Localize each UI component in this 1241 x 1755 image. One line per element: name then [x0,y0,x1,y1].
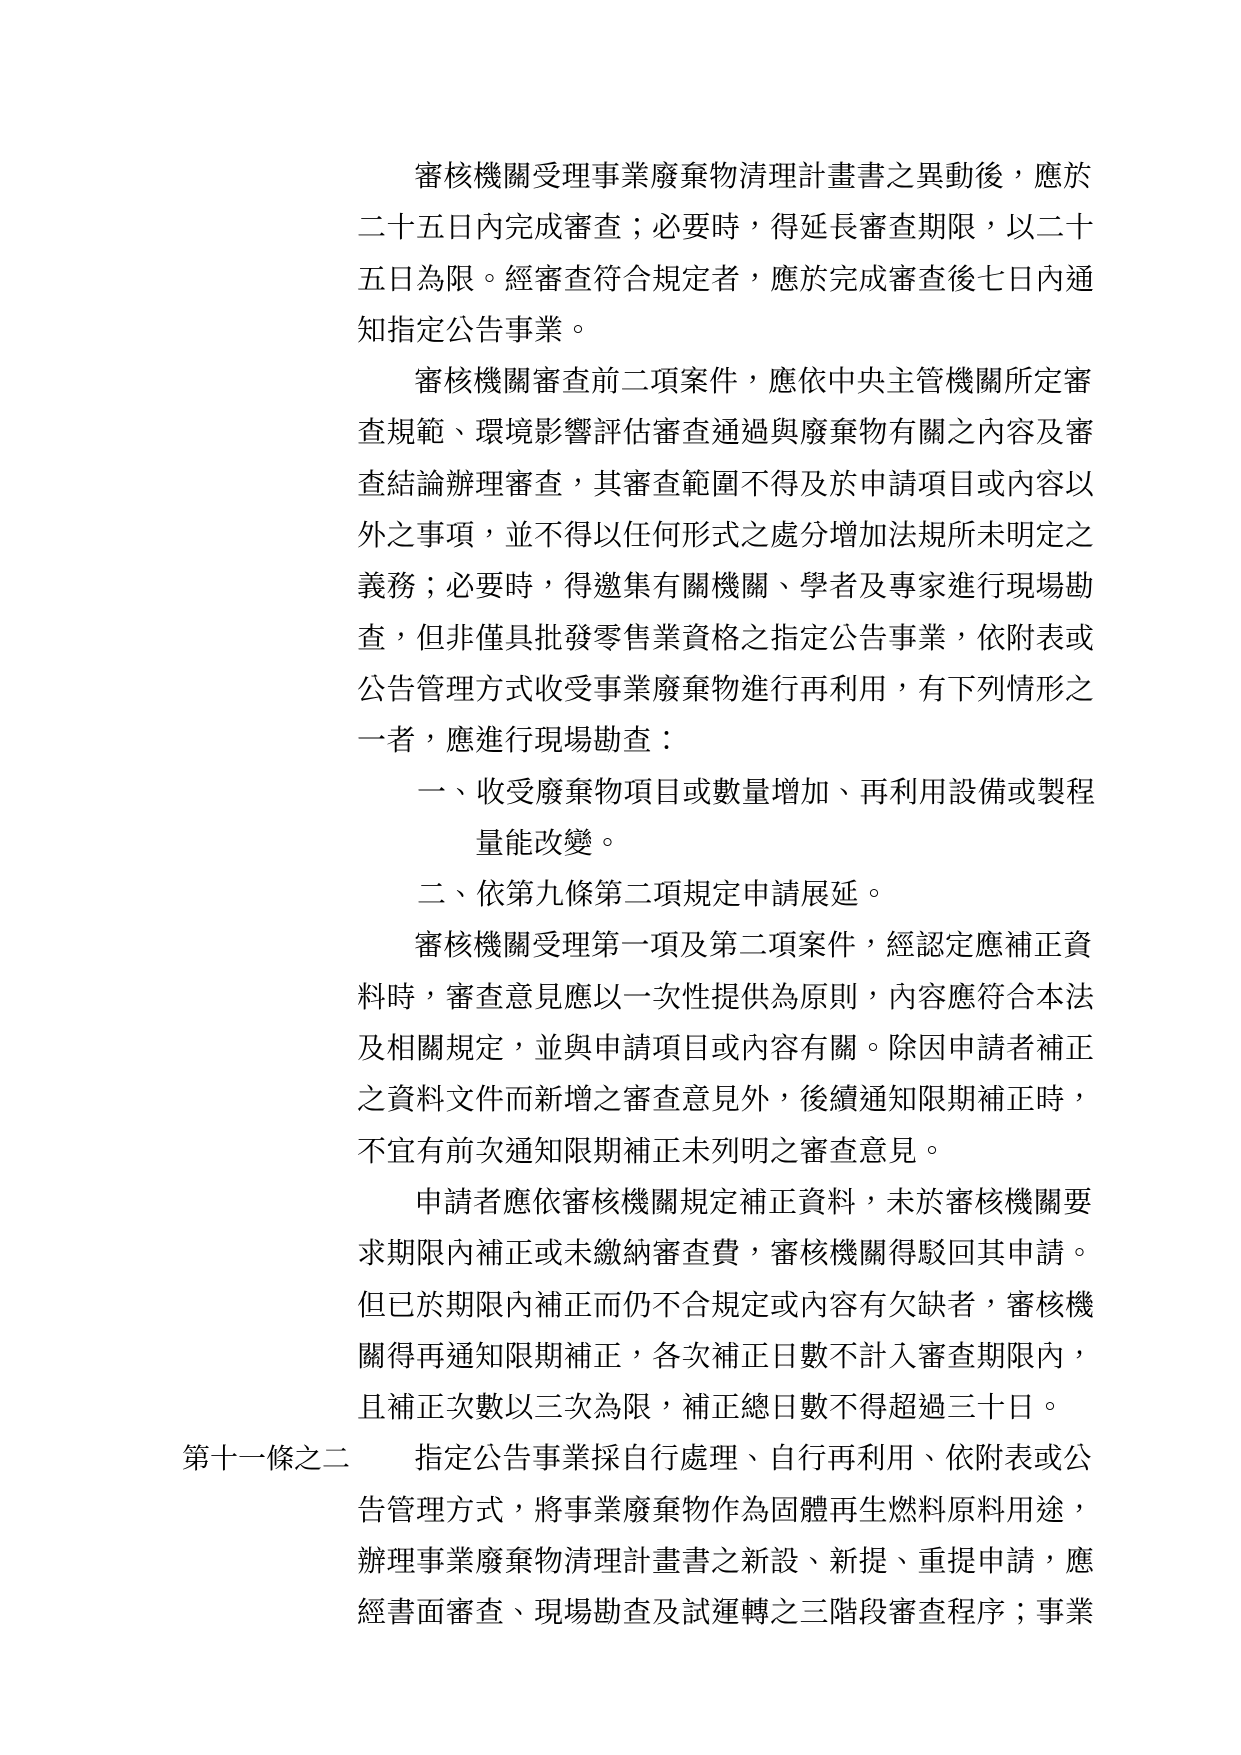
text-line: 指定公告事業採自行處理、自行再利用、依附表或公 [414,1443,1093,1476]
text-line: 料時，審查意見應以一次性提供為原則，內容應符合本法 [357,981,1095,1014]
text-line: 之資料文件而新增之審查意見外，後續通知限期補正時， [357,1084,1095,1117]
text-line: 但已於期限內補正而仍不合規定或內容有欠缺者，審核機 [357,1289,1095,1322]
law-text-body [182,152,1167,1640]
text-line: 查規範、環境影響評估審查通過與廢棄物有關之內容及審 [357,417,1095,450]
text-line: 告管理方式，將事業廢棄物作為固體再生燃料原料用途， [357,1494,1095,1527]
text-line: 審核機關受理第一項及第二項案件，經認定應補正資 [414,930,1093,963]
text-line: 義務；必要時，得邀集有關機關、學者及專家進行現場勘 [357,571,1095,604]
text-line: 辦理事業廢棄物清理計畫書之新設、新提、重提申請，應 [357,1546,1095,1579]
text-line: 及相關規定，並與申請項目或內容有關。除因申請者補正 [357,1033,1095,1066]
text-line: 一者，應進行現場勘查： [357,725,682,758]
text-line: 不宜有前次通知限期補正未列明之審查意見。 [357,1135,948,1168]
text-line: 查，但非僅具批發零售業資格之指定公告事業，依附表或 [357,622,1095,655]
text-line: 公告管理方式收受事業廢棄物進行再利用，有下列情形之 [357,673,1095,706]
text-line: 審核機關審查前二項案件，應依中央主管機關所定審 [414,366,1093,399]
text-line: 關得再通知限期補正，各次補正日數不計入審查期限內， [357,1340,1095,1373]
text-line: 二十五日內完成審查；必要時，得延長審查期限，以二十 [357,212,1095,245]
text-line: 審核機關受理事業廢棄物清理計畫書之異動後，應於 [414,161,1093,193]
text-line: 且補正次數以三次為限，補正總日數不得超過三十日。 [357,1392,1066,1425]
text-line: 查結論辦理審查，其審查範圍不得及於申請項目或內容以 [357,468,1095,501]
article-number: 第十一條之二 [182,1444,351,1476]
text-line: 求期限內補正或未繳納審查費，審核機關得駁回其申請。 [357,1238,1095,1271]
list-item-line: 量能改變。 [475,827,623,860]
text-line: 外之事項，並不得以任何形式之處分增加法規所未明定之 [357,520,1095,553]
text-line: 經書面審查、現場勘查及試運轉之三階段審查程序；事業 [357,1597,1095,1630]
list-item-line: 二、依第九條第二項規定申請展延。 [417,879,890,912]
article-row [182,1434,1167,1485]
text-line: 申請者應依審核機關規定補正資料，未於審核機關要 [414,1186,1093,1219]
text-line: 知指定公告事業。 [357,314,594,347]
text-line: 五日為限。經審查符合規定者，應於完成審查後七日內通 [357,263,1095,296]
list-item-line: 一、收受廢棄物項目或數量增加、再利用設備或製程 [417,776,1096,809]
